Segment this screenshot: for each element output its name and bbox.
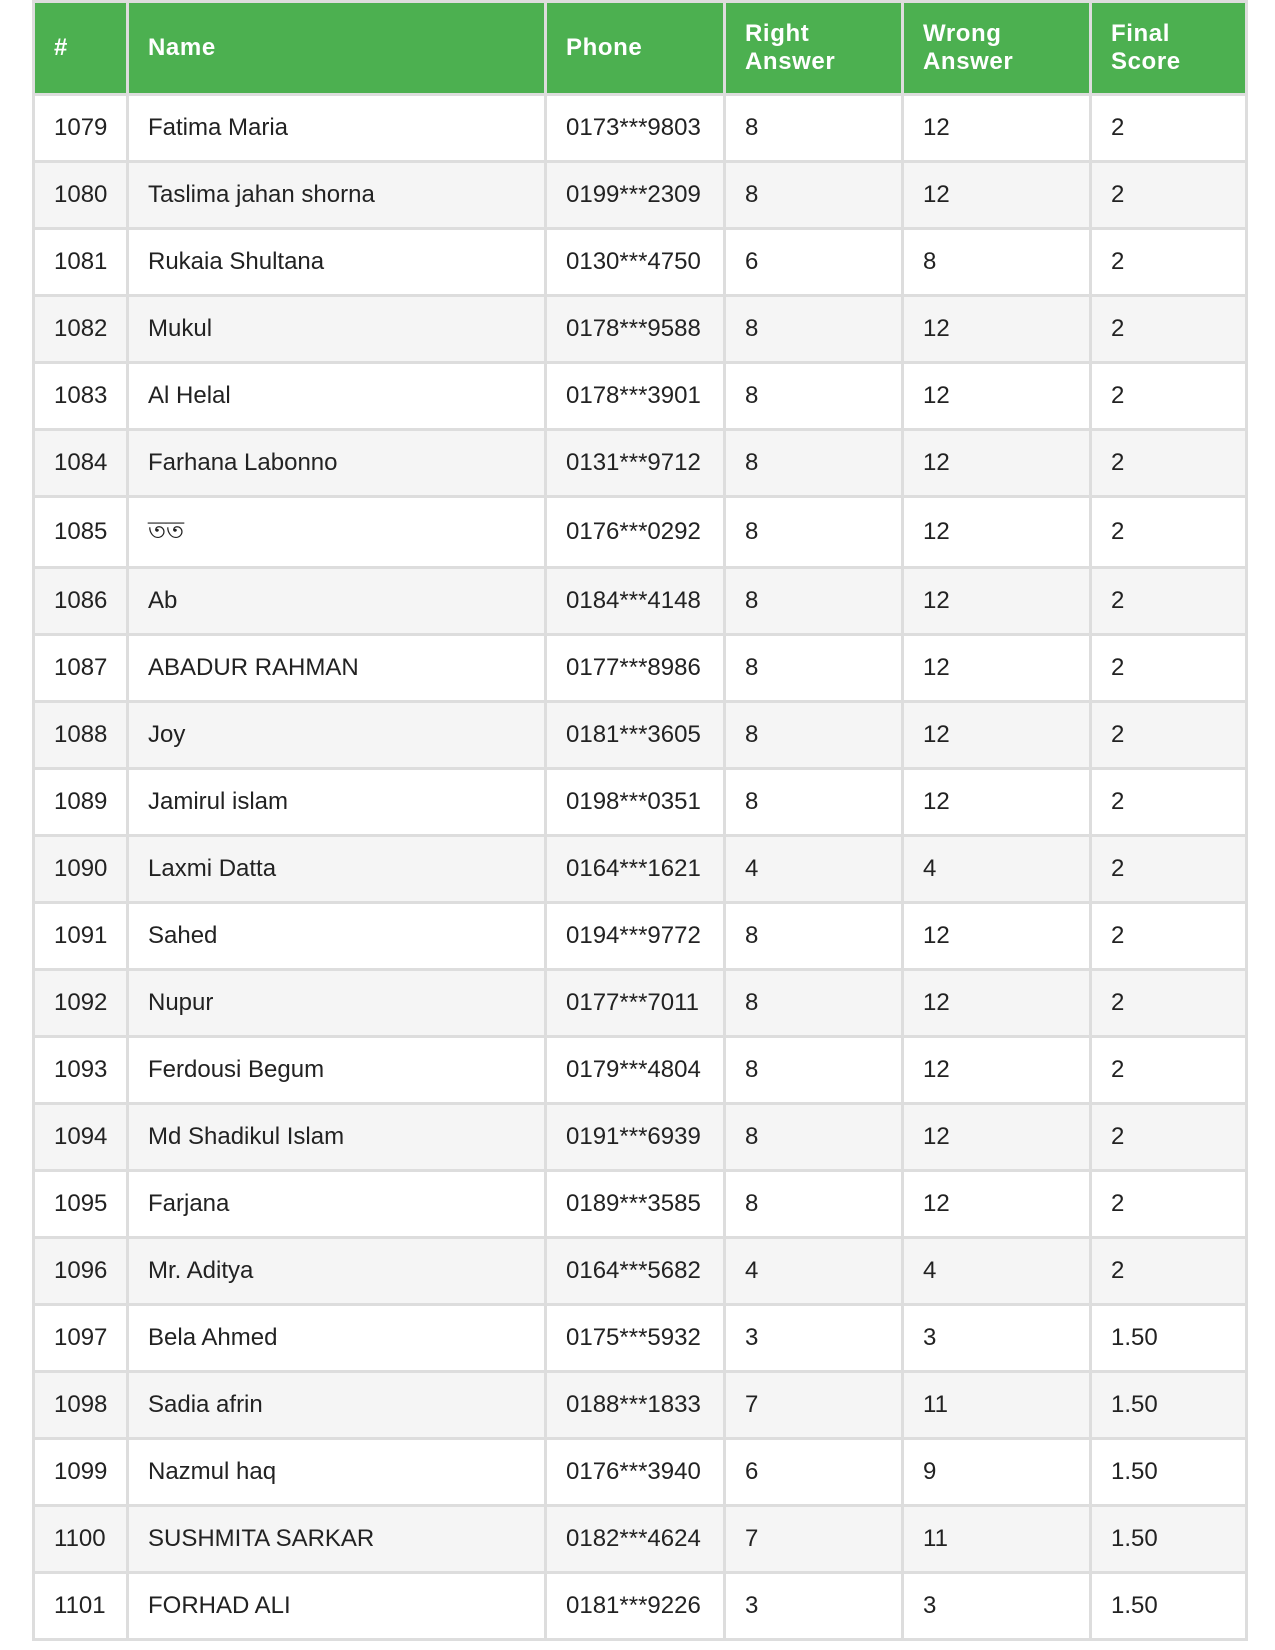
row-name: Nazmul haq <box>128 1439 546 1506</box>
row-wrong-answer: 12 <box>903 635 1091 702</box>
row-phone: 0173***9803 <box>546 95 725 162</box>
table-row <box>34 430 1247 497</box>
row-name: Laxmi Datta <box>128 836 546 903</box>
table-row <box>34 296 1247 363</box>
row-name: Nupur <box>128 970 546 1037</box>
row-right-answer: 4 <box>725 836 903 903</box>
row-phone: 0199***2309 <box>546 162 725 229</box>
table-row <box>34 1439 1247 1506</box>
table-row <box>34 1238 1247 1305</box>
row-name: Mukul <box>128 296 546 363</box>
row-number: 1094 <box>34 1104 128 1171</box>
row-final-score: 2 <box>1091 363 1247 430</box>
table-row <box>34 635 1247 702</box>
row-number: 1091 <box>34 903 128 970</box>
row-right-answer: 8 <box>725 95 903 162</box>
row-final-score: 2 <box>1091 497 1247 568</box>
row-final-score: 2 <box>1091 229 1247 296</box>
row-right-answer: 4 <box>725 1238 903 1305</box>
row-wrong-answer: 12 <box>903 1104 1091 1171</box>
row-phone: 0181***3605 <box>546 702 725 769</box>
row-number: 1082 <box>34 296 128 363</box>
header-name: Name <box>128 2 546 95</box>
row-wrong-answer: 12 <box>903 568 1091 635</box>
row-name: Jamirul islam <box>128 769 546 836</box>
row-number: 1099 <box>34 1439 128 1506</box>
row-final-score: 2 <box>1091 430 1247 497</box>
row-final-score: 2 <box>1091 1238 1247 1305</box>
row-number: 1088 <box>34 702 128 769</box>
row-right-answer: 7 <box>725 1372 903 1439</box>
row-right-answer: 8 <box>725 1104 903 1171</box>
table-row <box>34 95 1247 162</box>
row-wrong-answer: 12 <box>903 1037 1091 1104</box>
row-final-score: 1.50 <box>1091 1439 1247 1506</box>
row-number: 1092 <box>34 970 128 1037</box>
row-number: 1087 <box>34 635 128 702</box>
table-row <box>34 229 1247 296</box>
row-final-score: 2 <box>1091 95 1247 162</box>
row-number: 1101 <box>34 1573 128 1640</box>
row-phone: 0188***1833 <box>546 1372 725 1439</box>
table-row <box>34 836 1247 903</box>
table-row <box>34 363 1247 430</box>
row-phone: 0164***1621 <box>546 836 725 903</box>
row-number: 1089 <box>34 769 128 836</box>
row-wrong-answer: 8 <box>903 229 1091 296</box>
row-name: Ferdousi Begum <box>128 1037 546 1104</box>
table-body <box>34 95 1247 1640</box>
row-phone: 0177***8986 <box>546 635 725 702</box>
header-row <box>34 2 1247 95</box>
row-right-answer: 8 <box>725 903 903 970</box>
row-name: Bela Ahmed <box>128 1305 546 1372</box>
row-final-score: 2 <box>1091 568 1247 635</box>
row-number: 1081 <box>34 229 128 296</box>
row-final-score: 2 <box>1091 702 1247 769</box>
row-wrong-answer: 3 <box>903 1573 1091 1640</box>
row-name: Md Shadikul Islam <box>128 1104 546 1171</box>
row-number: 1095 <box>34 1171 128 1238</box>
row-wrong-answer: 3 <box>903 1305 1091 1372</box>
row-right-answer: 8 <box>725 296 903 363</box>
row-phone: 0176***0292 <box>546 497 725 568</box>
row-phone: 0176***3940 <box>546 1439 725 1506</box>
row-wrong-answer: 12 <box>903 769 1091 836</box>
row-final-score: 2 <box>1091 769 1247 836</box>
row-phone: 0175***5932 <box>546 1305 725 1372</box>
row-wrong-answer: 12 <box>903 1171 1091 1238</box>
table-row <box>34 1171 1247 1238</box>
row-right-answer: 3 <box>725 1573 903 1640</box>
row-name: ABADUR RAHMAN <box>128 635 546 702</box>
table-row <box>34 903 1247 970</box>
row-phone: 0189***3585 <box>546 1171 725 1238</box>
row-phone: 0179***4804 <box>546 1037 725 1104</box>
row-final-score: 2 <box>1091 1171 1247 1238</box>
row-number: 1086 <box>34 568 128 635</box>
row-right-answer: 8 <box>725 568 903 635</box>
row-number: 1085 <box>34 497 128 568</box>
row-name: Rukaia Shultana <box>128 229 546 296</box>
row-name: Sahed <box>128 903 546 970</box>
row-number: 1079 <box>34 95 128 162</box>
row-right-answer: 8 <box>725 363 903 430</box>
table-row <box>34 568 1247 635</box>
row-final-score: 2 <box>1091 1104 1247 1171</box>
table-row <box>34 702 1247 769</box>
row-wrong-answer: 12 <box>903 162 1091 229</box>
row-final-score: 1.50 <box>1091 1506 1247 1573</box>
row-number: 1096 <box>34 1238 128 1305</box>
row-name: Taslima jahan shorna <box>128 162 546 229</box>
row-final-score: 1.50 <box>1091 1372 1247 1439</box>
row-final-score: 1.50 <box>1091 1573 1247 1640</box>
row-wrong-answer: 12 <box>903 497 1091 568</box>
row-phone: 0131***9712 <box>546 430 725 497</box>
table-row <box>34 1037 1247 1104</box>
table-row <box>34 1506 1247 1573</box>
row-right-answer: 8 <box>725 702 903 769</box>
row-phone: 0178***9588 <box>546 296 725 363</box>
row-right-answer: 8 <box>725 769 903 836</box>
row-wrong-answer: 11 <box>903 1506 1091 1573</box>
row-final-score: 2 <box>1091 162 1247 229</box>
table-row <box>34 1104 1247 1171</box>
row-name: Farjana <box>128 1171 546 1238</box>
row-name: Fatima Maria <box>128 95 546 162</box>
row-number: 1093 <box>34 1037 128 1104</box>
table-row <box>34 970 1247 1037</box>
header-final-score: Final Score <box>1091 2 1247 95</box>
row-phone: 0130***4750 <box>546 229 725 296</box>
row-final-score: 2 <box>1091 635 1247 702</box>
header-num: # <box>34 2 128 95</box>
row-final-score: 1.50 <box>1091 1305 1247 1372</box>
row-wrong-answer: 11 <box>903 1372 1091 1439</box>
header-phone: Phone <box>546 2 725 95</box>
table-row <box>34 497 1247 568</box>
row-wrong-answer: 9 <box>903 1439 1091 1506</box>
row-phone: 0164***5682 <box>546 1238 725 1305</box>
row-number: 1080 <box>34 162 128 229</box>
row-name: Joy <box>128 702 546 769</box>
table-row <box>34 1305 1247 1372</box>
row-final-score: 2 <box>1091 296 1247 363</box>
table-header <box>34 2 1247 95</box>
row-right-answer: 8 <box>725 1037 903 1104</box>
row-number: 1084 <box>34 430 128 497</box>
row-final-score: 2 <box>1091 1037 1247 1104</box>
row-right-answer: 3 <box>725 1305 903 1372</box>
row-number: 1090 <box>34 836 128 903</box>
row-name: SUSHMITA SARKAR <box>128 1506 546 1573</box>
row-name: Mr. Aditya <box>128 1238 546 1305</box>
row-final-score: 2 <box>1091 903 1247 970</box>
row-phone: 0182***4624 <box>546 1506 725 1573</box>
row-name: Ab <box>128 568 546 635</box>
row-number: 1100 <box>34 1506 128 1573</box>
row-phone: 0191***6939 <box>546 1104 725 1171</box>
row-wrong-answer: 4 <box>903 836 1091 903</box>
row-right-answer: 8 <box>725 1171 903 1238</box>
row-phone: 0178***3901 <box>546 363 725 430</box>
row-phone: 0198***0351 <box>546 769 725 836</box>
row-right-answer: 6 <box>725 1439 903 1506</box>
table-row <box>34 1372 1247 1439</box>
row-phone: 0194***9772 <box>546 903 725 970</box>
row-wrong-answer: 12 <box>903 363 1091 430</box>
table-row <box>34 1573 1247 1640</box>
row-name: Al Helal <box>128 363 546 430</box>
row-wrong-answer: 12 <box>903 970 1091 1037</box>
row-final-score: 2 <box>1091 970 1247 1037</box>
row-name: FORHAD ALI <box>128 1573 546 1640</box>
row-wrong-answer: 12 <box>903 903 1091 970</box>
row-phone: 0177***7011 <box>546 970 725 1037</box>
row-name: Sadia afrin <box>128 1372 546 1439</box>
row-name: Farhana Labonno <box>128 430 546 497</box>
row-wrong-answer: 4 <box>903 1238 1091 1305</box>
header-right-answer: Right Answer <box>725 2 903 95</box>
table-row <box>34 162 1247 229</box>
row-phone: 0181***9226 <box>546 1573 725 1640</box>
row-wrong-answer: 12 <box>903 430 1091 497</box>
row-number: 1097 <box>34 1305 128 1372</box>
row-number: 1083 <box>34 363 128 430</box>
row-right-answer: 8 <box>725 635 903 702</box>
row-right-answer: 8 <box>725 162 903 229</box>
row-final-score: 2 <box>1091 836 1247 903</box>
row-name: তত <box>128 497 546 568</box>
results-table <box>32 0 1248 1641</box>
row-right-answer: 6 <box>725 229 903 296</box>
row-wrong-answer: 12 <box>903 296 1091 363</box>
row-wrong-answer: 12 <box>903 702 1091 769</box>
row-right-answer: 8 <box>725 430 903 497</box>
row-right-answer: 8 <box>725 970 903 1037</box>
row-number: 1098 <box>34 1372 128 1439</box>
table-row <box>34 769 1247 836</box>
row-wrong-answer: 12 <box>903 95 1091 162</box>
row-right-answer: 8 <box>725 497 903 568</box>
header-wrong-answer: Wrong Answer <box>903 2 1091 95</box>
row-phone: 0184***4148 <box>546 568 725 635</box>
row-right-answer: 7 <box>725 1506 903 1573</box>
